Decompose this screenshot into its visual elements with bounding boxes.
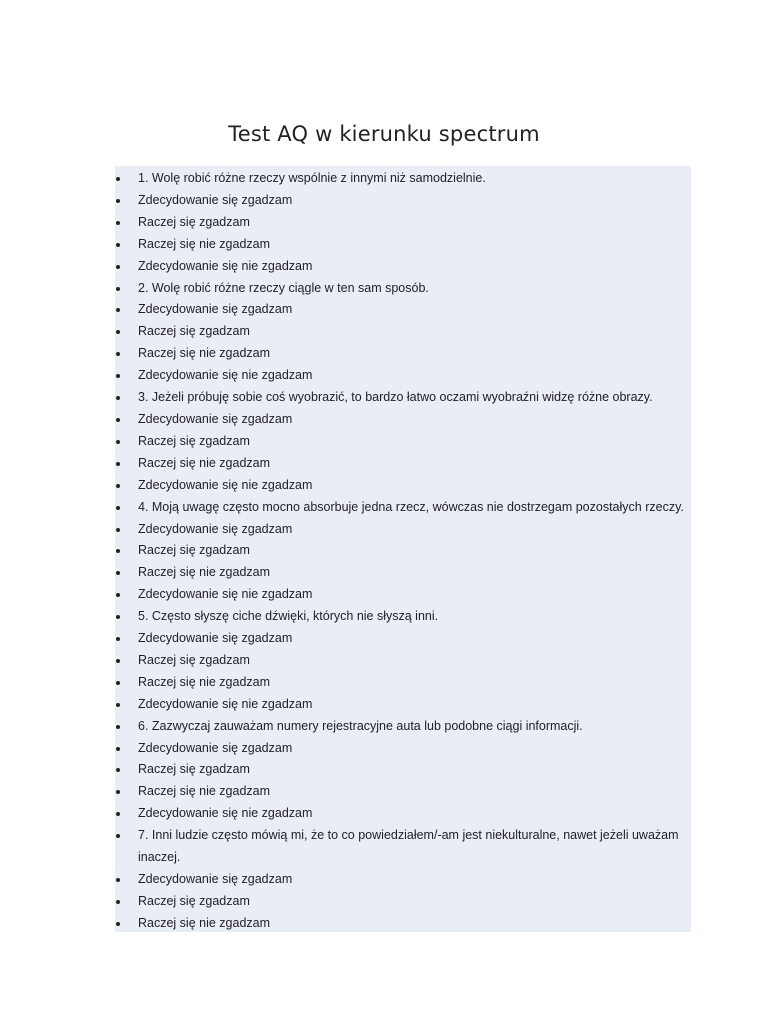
answer-option-strongly-disagree: Zdecydowanie się nie zgadzam bbox=[115, 584, 691, 606]
answer-option-disagree: Raczej się nie zgadzam bbox=[115, 343, 691, 365]
answer-option-agree: Raczej się zgadzam bbox=[115, 321, 691, 343]
answer-option-strongly-agree: Zdecydowanie się zgadzam bbox=[115, 409, 691, 431]
question-1: 1. Wolę robić różne rzeczy wspólnie z innymi niż samodzielnie. bbox=[115, 168, 691, 190]
answer-option-strongly-agree: Zdecydowanie się zgadzam bbox=[115, 299, 691, 321]
answer-option-agree: Raczej się zgadzam bbox=[115, 431, 691, 453]
question-5: 5. Często słyszę ciche dźwięki, których nie słyszą inni. bbox=[115, 606, 691, 628]
question-7: 7. Inni ludzie często mówią mi, że to co powiedziałem/-am jest niekulturalne, nawet jeżeli uważam inaczej. bbox=[115, 825, 691, 869]
answer-option-agree: Raczej się zgadzam bbox=[115, 212, 691, 234]
answer-option-disagree: Raczej się nie zgadzam bbox=[115, 562, 691, 584]
answer-option-disagree: Raczej się nie zgadzam bbox=[115, 453, 691, 475]
question-6: 6. Zazwyczaj zauważam numery rejestracyjne auta lub podobne ciągi informacji. bbox=[115, 716, 691, 738]
answer-option-strongly-disagree: Zdecydowanie się nie zgadzam bbox=[115, 694, 691, 716]
question-list-block bbox=[115, 166, 691, 932]
question-4: 4. Moją uwagę często mocno absorbuje jedna rzecz, wówczas nie dostrzegam pozostałych rzeczy. bbox=[115, 497, 691, 519]
answer-option-agree: Raczej się zgadzam bbox=[115, 650, 691, 672]
answer-option-strongly-disagree: Zdecydowanie się nie zgadzam bbox=[115, 365, 691, 387]
answer-option-strongly-agree: Zdecydowanie się zgadzam bbox=[115, 628, 691, 650]
answer-option-agree: Raczej się zgadzam bbox=[115, 891, 691, 913]
answer-option-strongly-agree: Zdecydowanie się zgadzam bbox=[115, 519, 691, 541]
answer-option-strongly-disagree: Zdecydowanie się nie zgadzam bbox=[115, 475, 691, 497]
answer-option-agree: Raczej się zgadzam bbox=[115, 540, 691, 562]
answer-option-strongly-disagree: Zdecydowanie się nie zgadzam bbox=[115, 803, 691, 825]
answer-option-strongly-agree: Zdecydowanie się zgadzam bbox=[115, 190, 691, 212]
page-title: Test AQ w kierunku spectrum bbox=[228, 122, 540, 146]
answer-option-disagree: Raczej się nie zgadzam bbox=[115, 913, 691, 932]
answer-option-disagree: Raczej się nie zgadzam bbox=[115, 234, 691, 256]
answer-option-strongly-agree: Zdecydowanie się zgadzam bbox=[115, 738, 691, 760]
answer-option-disagree: Raczej się nie zgadzam bbox=[115, 781, 691, 803]
question-2: 2. Wolę robić różne rzeczy ciągle w ten sam sposób. bbox=[115, 278, 691, 300]
answer-option-strongly-disagree: Zdecydowanie się nie zgadzam bbox=[115, 256, 691, 278]
question-3: 3. Jeżeli próbuję sobie coś wyobrazić, to bardzo łatwo oczami wyobraźni widzę różne obrazy. bbox=[115, 387, 691, 409]
answer-option-disagree: Raczej się nie zgadzam bbox=[115, 672, 691, 694]
answer-option-strongly-agree: Zdecydowanie się zgadzam bbox=[115, 869, 691, 891]
question-list bbox=[115, 166, 691, 932]
answer-option-agree: Raczej się zgadzam bbox=[115, 759, 691, 781]
